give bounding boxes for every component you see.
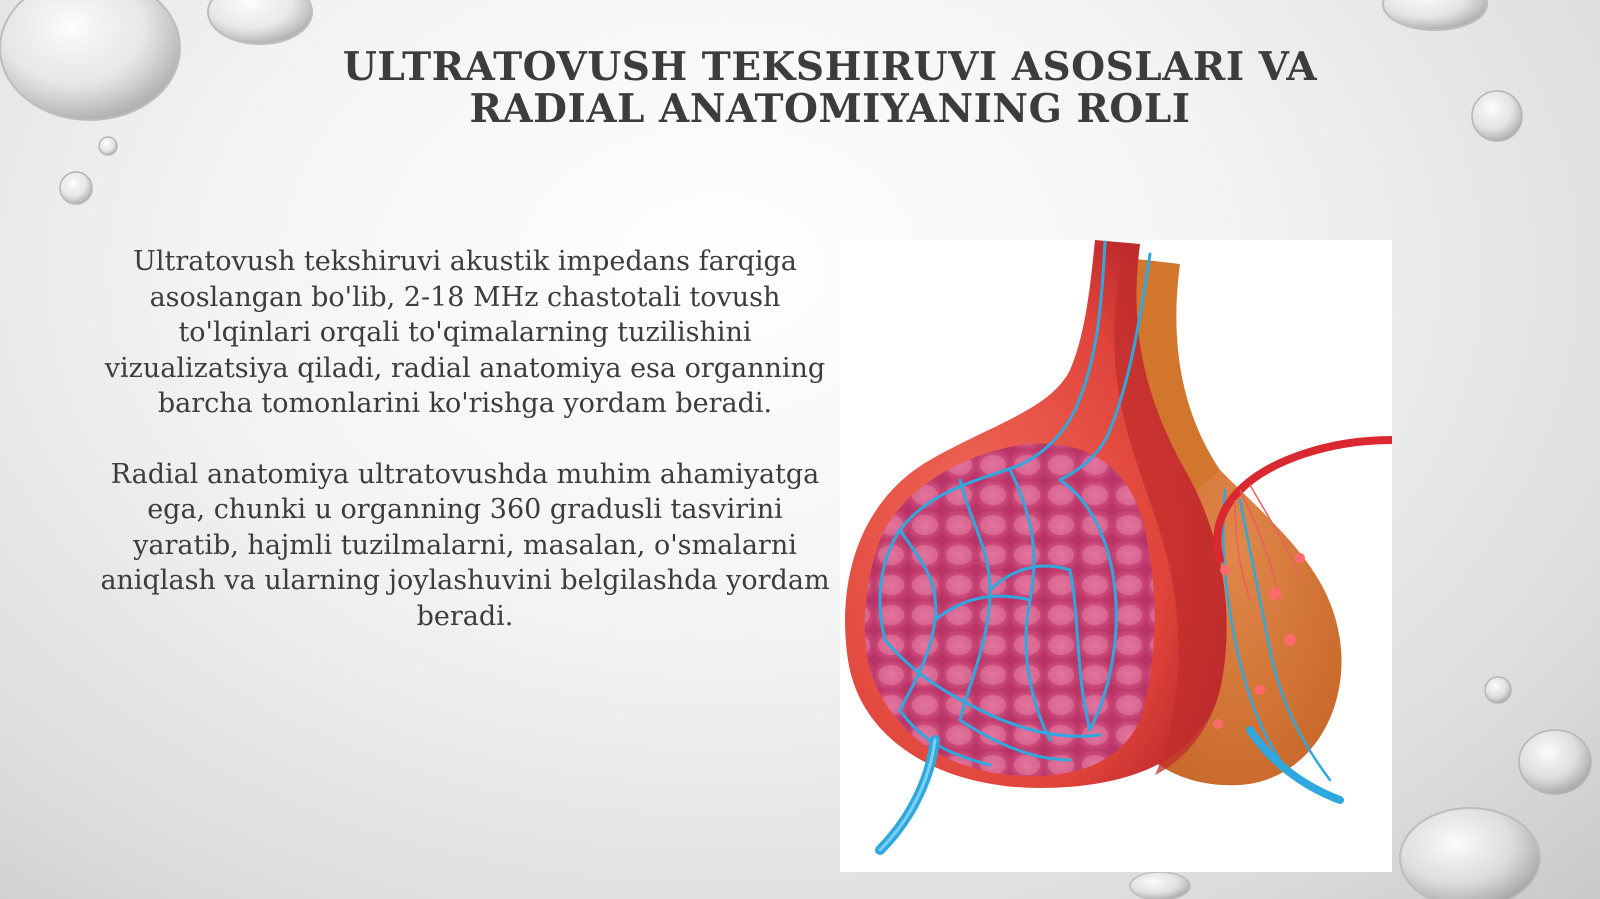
slide-title: ULTRATOVUSH TEKSHIRUVI ASOSLARI VA RADIAL ANATOMIYANING ROLI xyxy=(342,44,1318,132)
anatomy-illustration xyxy=(840,240,1392,872)
paragraph-radial-anatomy: Radial anatomiya ultratovushda muhim ahamiyatga ega, chunki u organning 360 gradusli tasvirini yaratib, hajmli tuzilmalarni, masalan, o'smalarni aniqlash va ularning joylashuvini belgilashda yordam beradi. xyxy=(100,458,830,632)
slide-body xyxy=(100,244,830,669)
paragraph-ultrasound-basics: Ultratovush tekshiruvi akustik impedans farqiga asoslangan bo'lib, 2-18 MHz chastotali tovush to'lqinlari orqali to'qimalarning tuzilishini vizualizatsiya qiladi, radial anatomiya esa organning barcha tomonlarini ko'rishga yordam beradi. xyxy=(104,246,826,419)
anatomical-organ-illustration-icon xyxy=(840,240,1392,872)
